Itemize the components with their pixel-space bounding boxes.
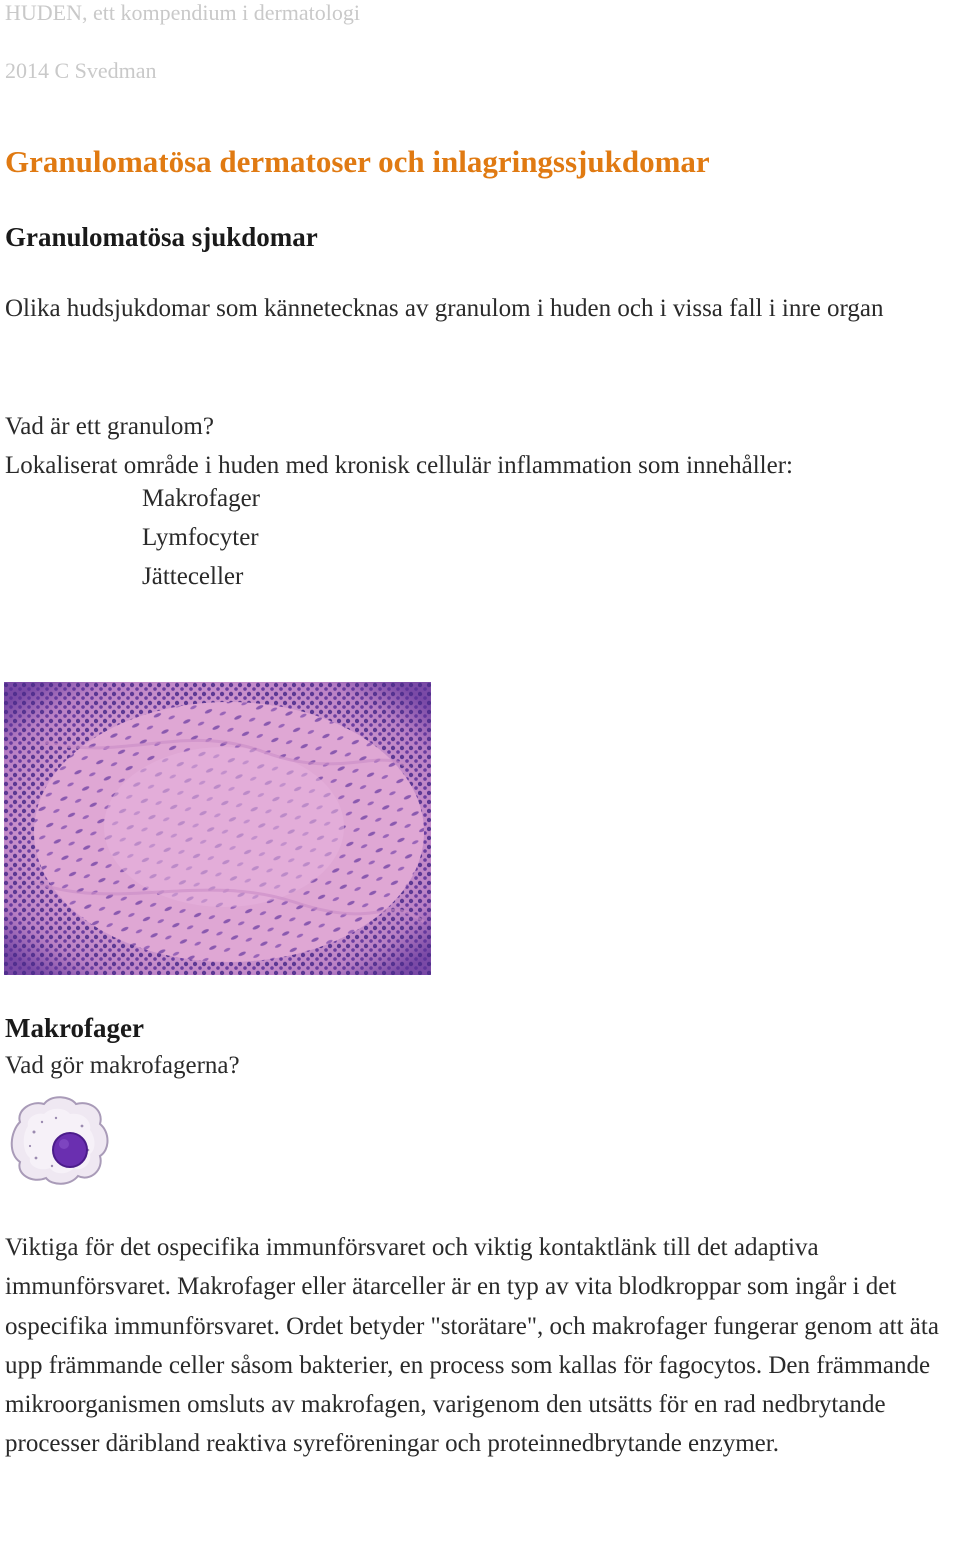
macrophage-heading: Makrofager: [5, 1013, 144, 1043]
macrophage-cell-illustration: [6, 1092, 112, 1188]
granuloma-definition: Lokaliserat område i huden med kronisk cellulär inflammation som innehåller:: [5, 452, 793, 479]
macrophage-question: Vad gör makrofagerna?: [5, 1052, 240, 1079]
section-title: Granulomatösa sjukdomar: [5, 222, 318, 252]
granuloma-histology-image: [4, 682, 431, 975]
granuloma-question: Vad är ett granulom?: [5, 413, 214, 440]
intro-paragraph: Olika hudsjukdomar som kännetecknas av granulom i huden och i vissa fall i inre organ: [5, 295, 884, 322]
component-list-item: Jätteceller: [142, 563, 244, 590]
macrophage-paragraph: Viktiga för det ospecifika immunförsvaret och viktig kontaktlänk till det adaptiva immunförsvaret. Makrofager eller ätarceller är en typ av vita blodkroppar som ingår i det ospecifika immunförsvaret. Ordet betyder "storätare", och makrofager fungerar genom att äta upp främmande celler såsom bakterier, en process som kallas för fagocytos. Den främmande mikroorganismen omsluts av makrofagen, varigenom den utsätts för en rad nedbrytande processer däribland reaktiva syreföreningar och proteinnedbrytande enzymer.: [5, 1234, 939, 1458]
chapter-title: Granulomatösa dermatoser och inlagringssjukdomar: [5, 144, 710, 179]
document-header-subtitle: 2014 C Svedman: [5, 58, 157, 83]
component-list-item: Makrofager: [142, 485, 260, 512]
document-header-title: HUDEN, ett kompendium i dermatologi: [5, 0, 360, 25]
component-list-item: Lymfocyter: [142, 524, 259, 551]
